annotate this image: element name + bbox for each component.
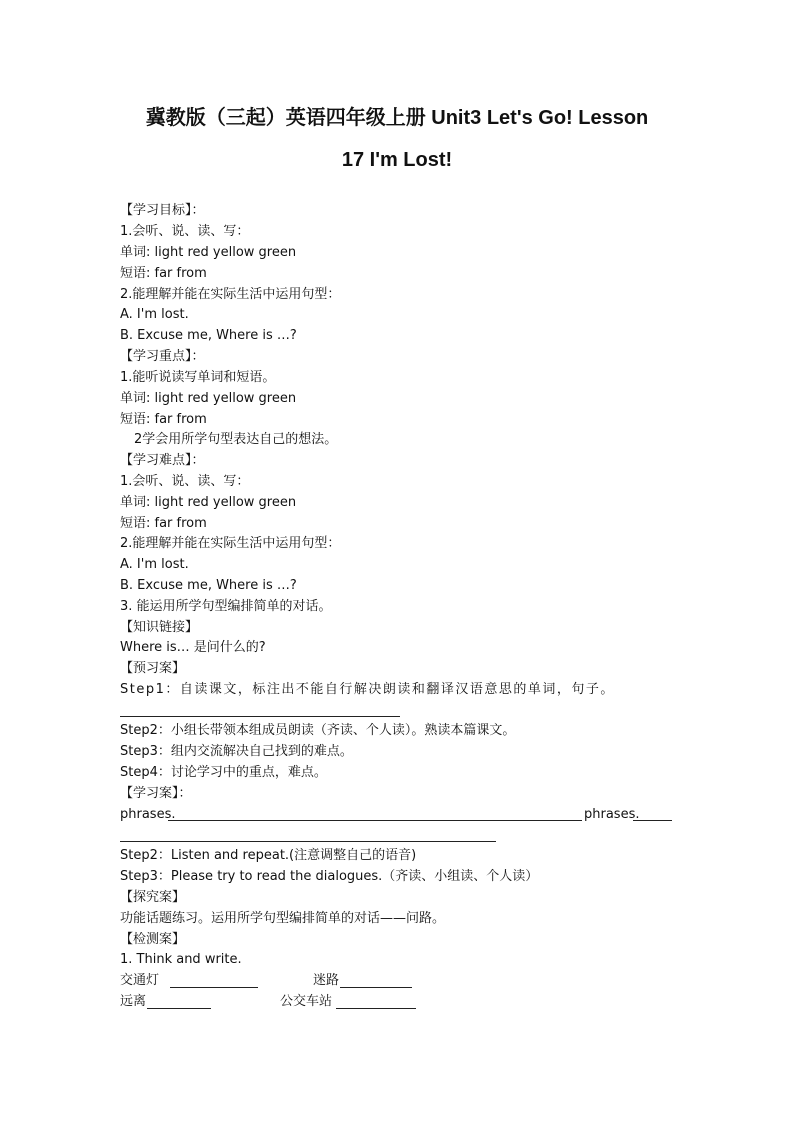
text-line: Step4：讨论学习中的重点，难点。 — [120, 765, 327, 780]
answer-blank-line — [120, 841, 496, 842]
fill-in-label-traffic-light: 交通灯 — [120, 973, 160, 988]
text-line: 1.会听、说、读、写： — [120, 224, 250, 239]
text-line: 功能话题练习。运用所学句型编排简单的对话——问路。 — [120, 911, 446, 926]
text-line: 【学习案】： — [120, 786, 192, 801]
text-line: 短语: far from — [120, 266, 207, 281]
answer-blank-line — [170, 987, 258, 988]
text-line: 单词: light red yellow green — [120, 245, 297, 260]
answer-blank-line — [336, 1008, 416, 1009]
text-line: Step3：Please try to read the dialogues.（齐读、小组读、个人读） — [120, 869, 539, 884]
text-line: 2.能理解并能在实际生活中运用句型： — [120, 536, 341, 551]
text-line: Where is… 是问什么的? — [120, 640, 266, 655]
text-line: 单词: light red yellow green — [120, 495, 297, 510]
text-line: 【检测案】 — [120, 932, 186, 947]
text-line: 【知识链接】 — [120, 620, 199, 635]
fill-in-label-far-from: 远离 — [120, 994, 147, 1009]
text-line: B. Excuse me, Where is …? — [120, 578, 297, 593]
answer-blank-line — [633, 820, 672, 821]
text-line: 1.能听说读写单词和短语。 — [120, 370, 276, 385]
answer-blank-line — [120, 716, 400, 717]
text-line: 短语: far from — [120, 412, 207, 427]
text-line: 【学习重点】： — [120, 349, 205, 364]
text-line: 短语: far from — [120, 516, 207, 531]
text-line: Step2：Listen and repeat.(注意调整自己的语音) — [120, 848, 417, 863]
text-line: 2.能理解并能在实际生活中运用句型： — [120, 287, 341, 302]
fill-in-label-bus-stop: 公交车站 — [280, 994, 333, 1009]
text-line: 3. 能运用所学句型编排简单的对话。 — [120, 599, 332, 614]
document-title-line2: 17 I'm Lost! — [341, 149, 453, 171]
answer-blank-line — [340, 987, 412, 988]
text-line: 1. Think and write. — [120, 952, 242, 967]
text-line: 单词: light red yellow green — [120, 391, 297, 406]
phrases-label: phrases. — [584, 807, 640, 822]
text-line: 【预习案】 — [120, 661, 186, 676]
answer-blank-line — [147, 1008, 211, 1009]
text-line: B. Excuse me, Where is …? — [120, 328, 297, 343]
text-line: 1.会听、说、读、写： — [120, 474, 250, 489]
text-line: Step2：小组长带领本组成员朗读（齐读、个人读）。熟读本篇课文。 — [120, 723, 516, 738]
text-line: Step3：组内交流解决自己找到的难点。 — [120, 744, 353, 759]
text-line: A. I'm lost. — [120, 557, 189, 572]
text-line: 【探究案】 — [120, 890, 186, 905]
text-line: 2学会用所学句型表达自己的想法。 — [134, 432, 338, 447]
answer-blank-line — [168, 820, 582, 821]
fill-in-label-lost: 迷路 — [313, 973, 340, 988]
text-line: 【学习目标】： — [120, 203, 205, 218]
text-line: Step1：自读课文，标注出不能自行解决朗读和翻译汉语意思的单词，句子。 — [120, 682, 615, 697]
text-line: 【学习难点】： — [120, 453, 205, 468]
phrases-label: phrases. — [120, 807, 176, 822]
document-title-line1: 冀教版（三起）英语四年级上册 Unit3 Let's Go! Lesson — [145, 107, 649, 129]
text-line: A. I'm lost. — [120, 307, 189, 322]
